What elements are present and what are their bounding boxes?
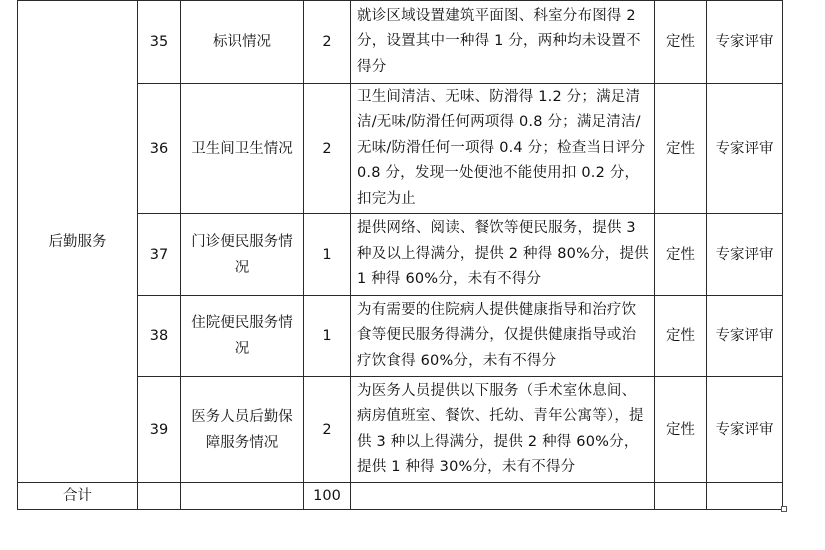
item-name: 卫生间卫生情况 bbox=[181, 84, 304, 214]
item-evaluator: 专家评审 bbox=[707, 84, 783, 214]
item-criteria: 卫生间清洁、无味、防滑得 1.2 分；满足清洁/无味/防滑任何两项得 0.8 分；满足清洁/无味/防滑任何一项得 0.4 分；检查当日评分 0.8 分，发现一处便池不能使用扣 0.2 分，扣完为止 bbox=[351, 84, 655, 214]
item-criteria: 为医务人员提供以下服务（手术室休息间、病房值班室、餐饮、托幼、青年公寓等），提供 3 种以上得满分，提供 2 种得 60%分，提供 1 种得 30%分，未有不得分 bbox=[351, 377, 655, 483]
item-name: 标识情况 bbox=[181, 1, 304, 84]
item-method: 定性 bbox=[655, 1, 707, 84]
item-number: 39 bbox=[138, 377, 181, 483]
total-row bbox=[18, 483, 783, 510]
item-name: 住院便民服务情况 bbox=[181, 296, 304, 377]
total-empty-cell bbox=[707, 483, 783, 510]
item-number: 37 bbox=[138, 214, 181, 296]
total-empty-cell bbox=[181, 483, 304, 510]
total-score: 100 bbox=[304, 483, 351, 510]
item-method: 定性 bbox=[655, 84, 707, 214]
item-evaluator: 专家评审 bbox=[707, 296, 783, 377]
item-criteria: 为有需要的住院病人提供健康指导和治疗饮食等便民服务得满分，仅提供健康指导或治疗饮食得 60%分，未有不得分 bbox=[351, 296, 655, 377]
item-score: 2 bbox=[304, 84, 351, 214]
category-cell: 后勤服务 bbox=[18, 1, 138, 483]
table-row bbox=[18, 1, 783, 84]
item-evaluator: 专家评审 bbox=[707, 1, 783, 84]
total-empty-cell bbox=[138, 483, 181, 510]
item-method: 定性 bbox=[655, 377, 707, 483]
item-number: 36 bbox=[138, 84, 181, 214]
item-score: 2 bbox=[304, 1, 351, 84]
item-evaluator: 专家评审 bbox=[707, 214, 783, 296]
total-empty-cell bbox=[351, 483, 655, 510]
item-criteria: 就诊区域设置建筑平面图、科室分布图得 2 分，设置其中一种得 1 分，两种均未设置不得分 bbox=[351, 1, 655, 84]
total-empty-cell bbox=[655, 483, 707, 510]
item-number: 38 bbox=[138, 296, 181, 377]
item-number: 35 bbox=[138, 1, 181, 84]
item-criteria: 提供网络、阅读、餐饮等便民服务，提供 3 种及以上得满分，提供 2 种得 80%分，提供 1 种得 60%分，未有不得分 bbox=[351, 214, 655, 296]
item-name: 门诊便民服务情况 bbox=[181, 214, 304, 296]
item-method: 定性 bbox=[655, 214, 707, 296]
scoring-table bbox=[17, 0, 783, 510]
item-name: 医务人员后勤保障服务情况 bbox=[181, 377, 304, 483]
table-resize-handle[interactable] bbox=[781, 506, 787, 512]
item-score: 1 bbox=[304, 214, 351, 296]
item-score: 1 bbox=[304, 296, 351, 377]
item-method: 定性 bbox=[655, 296, 707, 377]
total-label: 合计 bbox=[18, 483, 138, 510]
item-evaluator: 专家评审 bbox=[707, 377, 783, 483]
item-score: 2 bbox=[304, 377, 351, 483]
